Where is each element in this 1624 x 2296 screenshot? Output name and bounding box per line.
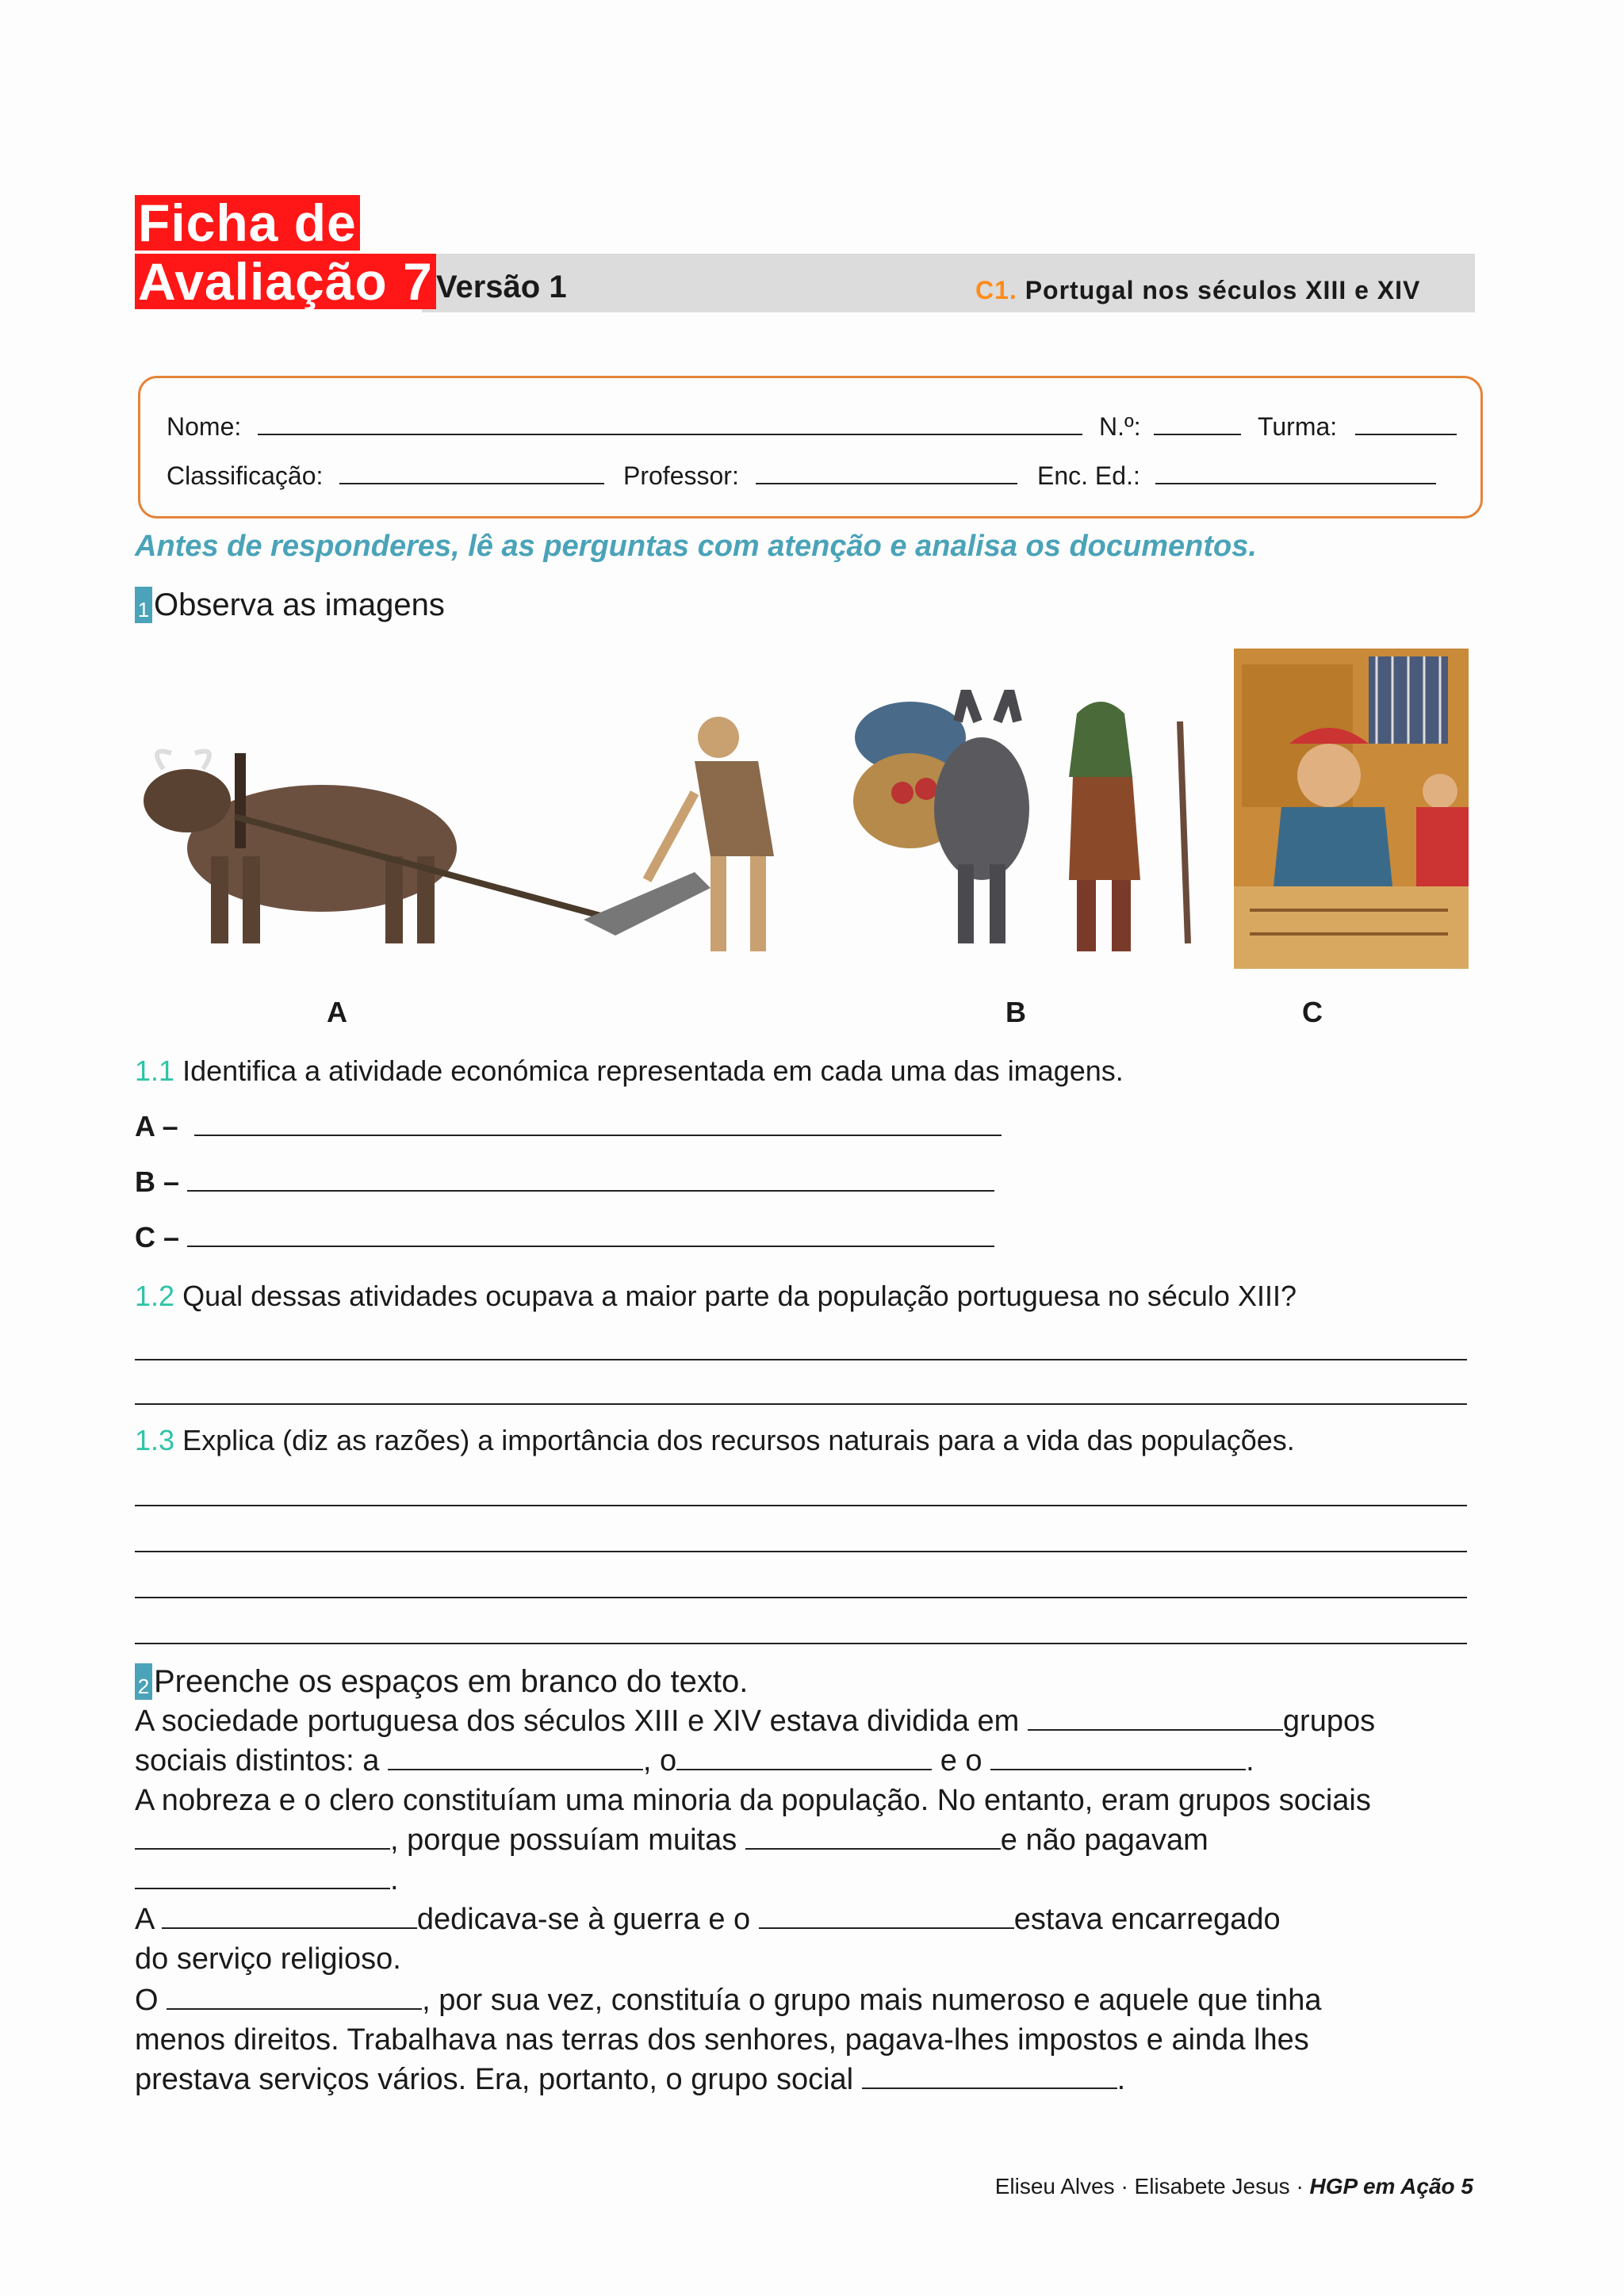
- fill-blank[interactable]: [759, 1904, 1014, 1929]
- text-segment: .: [1246, 1744, 1254, 1777]
- question-1-3-number: 1.3: [135, 1424, 175, 1456]
- guardian-label: Enc. Ed.:: [1037, 461, 1140, 490]
- number-field[interactable]: [1099, 412, 1241, 442]
- answer-line[interactable]: [135, 1551, 1467, 1552]
- image-label-a: A: [327, 996, 347, 1028]
- question-1-1-text: Identifica a atividade económica representada em cada uma das imagens.: [182, 1054, 1124, 1087]
- instruction-text: Antes de responderes, lê as perguntas com atenção e analisa os documentos.: [135, 530, 1257, 563]
- text-segment: , porque possuíam muitas: [390, 1823, 745, 1857]
- image-b-trade: [847, 690, 1196, 956]
- fill-text-line-3: A nobreza e o clero constituíam uma minoria da população. No entanto, eram grupos sociais: [135, 1784, 1371, 1817]
- number-line[interactable]: [1154, 413, 1241, 435]
- question-1-2-number: 1.2: [135, 1280, 175, 1312]
- answer-b-row[interactable]: [135, 1165, 994, 1199]
- text-segment: A: [135, 1903, 162, 1936]
- guardian-field[interactable]: [1037, 461, 1436, 491]
- teacher-field[interactable]: [623, 461, 1017, 491]
- answer-b-label: B –: [135, 1165, 180, 1198]
- answer-line[interactable]: [135, 1643, 1467, 1644]
- grade-line[interactable]: [339, 462, 604, 484]
- fill-text-line-2: [135, 1744, 1254, 1778]
- text-segment: grupos: [1282, 1705, 1376, 1738]
- text-segment: e não pagavam: [1000, 1823, 1208, 1857]
- grade-field[interactable]: [167, 461, 604, 491]
- image-c-craft: [1234, 649, 1469, 969]
- fill-text-line-1: [135, 1705, 1375, 1739]
- name-label: Nome:: [167, 412, 242, 441]
- fill-text-line-9: menos direitos. Trabalhava nas terras dos senhores, pagava-lhes impostos e ainda lhes: [135, 2023, 1309, 2057]
- fill-text-line-4: [135, 1823, 1208, 1858]
- fill-blank[interactable]: [388, 1745, 643, 1770]
- fill-text-line-7: do serviço religioso.: [135, 1942, 401, 1976]
- text-segment: sociais distintos: a: [135, 1744, 388, 1777]
- fill-text-line-10: [135, 2063, 1125, 2097]
- fill-text-line-5: [135, 1863, 399, 1897]
- image-a-plowing: [140, 698, 815, 967]
- fill-blank[interactable]: [862, 2064, 1117, 2089]
- answer-a-row[interactable]: [135, 1110, 1002, 1143]
- fill-blank[interactable]: [135, 1824, 390, 1850]
- fill-blank[interactable]: [676, 1745, 932, 1770]
- text-segment: , o: [642, 1744, 677, 1777]
- question-number-badge: 1: [135, 587, 152, 623]
- teacher-label: Professor:: [623, 461, 739, 490]
- answer-a-line[interactable]: [194, 1114, 1002, 1136]
- answer-a-label: A –: [135, 1110, 178, 1142]
- grade-label: Classificação:: [167, 461, 324, 490]
- version-label: Versão 1: [436, 270, 567, 304]
- text-segment: A sociedade portuguesa dos séculos XIII e XIV estava dividida em: [135, 1705, 1028, 1738]
- question-2-heading: [135, 1663, 748, 1700]
- class-field[interactable]: [1258, 412, 1457, 442]
- question-number-badge: 2: [135, 1663, 152, 1700]
- worksheet-title-line2: Avaliação 7: [135, 254, 436, 309]
- footer-book-title: HGP em Ação 5: [1309, 2174, 1473, 2198]
- text-segment: dedicava-se à guerra e o: [416, 1903, 759, 1936]
- fill-blank[interactable]: [745, 1824, 1001, 1850]
- text-segment: .: [1116, 2063, 1126, 2096]
- answer-line[interactable]: [135, 1505, 1467, 1506]
- class-line[interactable]: [1355, 413, 1457, 435]
- fill-blank[interactable]: [990, 1745, 1246, 1770]
- guardian-line[interactable]: [1155, 462, 1436, 484]
- question-1-1-number: 1.1: [135, 1054, 175, 1087]
- student-info-box: [138, 376, 1483, 519]
- name-field[interactable]: [167, 412, 1082, 442]
- fill-blank[interactable]: [135, 1864, 390, 1889]
- answer-c-label: C –: [135, 1221, 180, 1253]
- answer-c-line[interactable]: [187, 1225, 994, 1247]
- question-1-2: [135, 1280, 1297, 1313]
- text-segment: .: [390, 1863, 399, 1896]
- fill-text-line-6: [135, 1903, 1281, 1937]
- fill-text-line-8: [135, 1984, 1321, 2018]
- chapter-heading: [975, 276, 1420, 305]
- text-segment: prestava serviços vários. Era, portanto, o grupo social: [135, 2063, 862, 2096]
- fill-blank[interactable]: [167, 1984, 422, 2010]
- text-segment: e o: [932, 1744, 991, 1777]
- text-segment: , por sua vez, constituía o grupo mais numeroso e aquele que tinha: [422, 1984, 1322, 2017]
- worksheet-title-line1: Ficha de: [135, 195, 360, 251]
- number-label: N.º:: [1099, 412, 1141, 441]
- text-segment: O: [135, 1984, 167, 2017]
- footer-authors: Eliseu Alves · Elisabete Jesus ·: [994, 2174, 1310, 2198]
- question-1-3-text: Explica (diz as razões) a importância dos recursos naturais para a vida das populações.: [182, 1424, 1295, 1456]
- question-1-1: [135, 1054, 1124, 1088]
- image-label-c: C: [1302, 996, 1323, 1028]
- answer-c-row[interactable]: [135, 1221, 994, 1254]
- fill-blank[interactable]: [162, 1904, 417, 1929]
- image-label-b: B: [1005, 996, 1026, 1028]
- question-1-heading: [135, 587, 445, 623]
- question-1-prompt: Observa as imagens: [154, 587, 445, 622]
- answer-line[interactable]: [135, 1403, 1467, 1405]
- fill-blank[interactable]: [1028, 1705, 1283, 1731]
- chapter-title: Portugal nos séculos XIII e XIV: [1025, 276, 1421, 304]
- teacher-line[interactable]: [756, 462, 1017, 484]
- question-2-prompt: Preenche os espaços em branco do texto.: [154, 1664, 749, 1699]
- class-label: Turma:: [1258, 412, 1338, 441]
- question-1-2-text: Qual dessas atividades ocupava a maior parte da população portuguesa no século XIII?: [182, 1280, 1297, 1312]
- chapter-code: C1.: [975, 276, 1017, 304]
- answer-b-line[interactable]: [187, 1169, 994, 1192]
- answer-line[interactable]: [135, 1597, 1467, 1598]
- text-segment: estava encarregado: [1013, 1903, 1281, 1936]
- answer-line[interactable]: [135, 1359, 1467, 1360]
- page-footer: [995, 2174, 1473, 2199]
- name-line[interactable]: [258, 413, 1082, 435]
- question-1-3: [135, 1424, 1295, 1457]
